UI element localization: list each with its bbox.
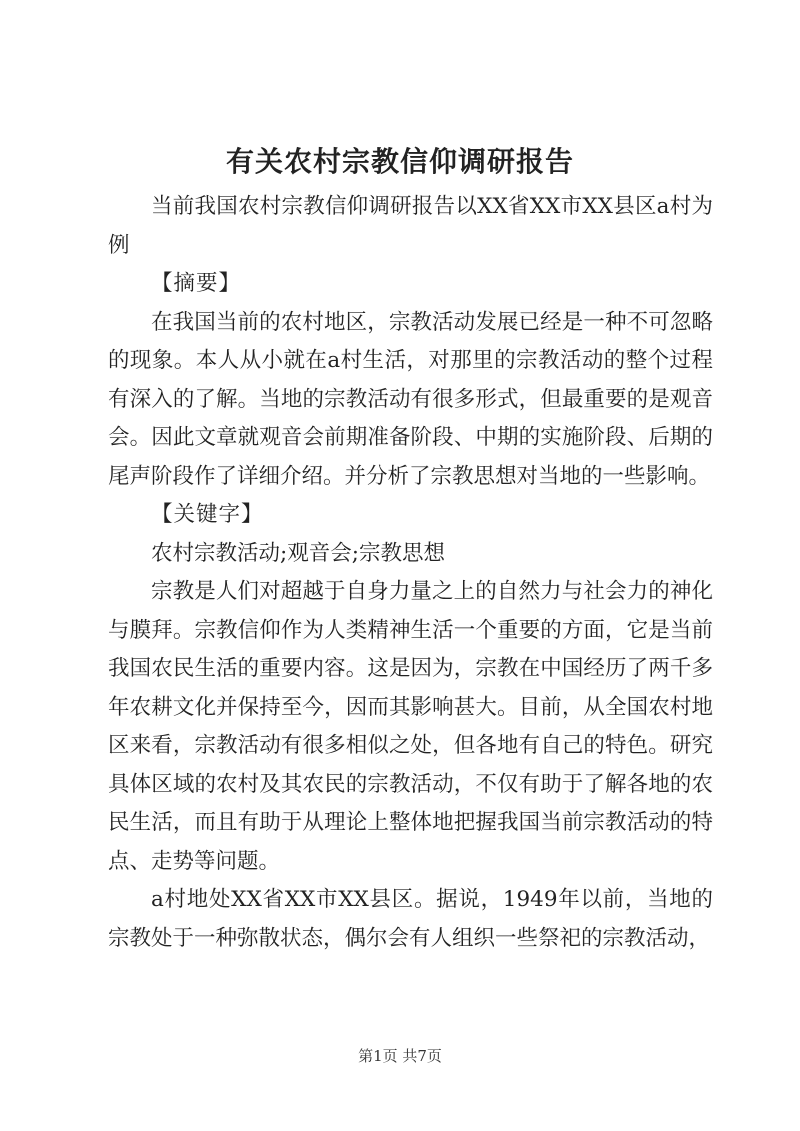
- body-paragraph-1: 宗教是人们对超越于自身力量之上的自然力与社会力的神化与膜拜。宗教信仰作为人类精神生活一个重要的方面，它是当前我国农民生活的重要内容。这是因为，宗教在中国经历了两千多年农耕文化并保持至今，因而其影响甚大。目前，从全国农村地区来看，宗教活动有很多相似之处，但各地有自己的特色。研究具体区域的农村及其农民的宗教活动，不仅有助于了解各地的农民生活，而且有助于从理论上整体地把握我国当前宗教活动的特点、走势等问题。: [108, 579, 713, 874]
- subtitle-paragraph: 当前我国农村宗教信仰调研报告以XX省XX市XX县区a村为例: [108, 194, 713, 258]
- document-body: [108, 188, 713, 958]
- page-footer: 第1页 共7页: [358, 1047, 442, 1065]
- keywords-paragraph: 农村宗教活动;观音会;宗教思想: [151, 540, 445, 566]
- page-title: 有关农村宗教信仰调研报告: [225, 145, 574, 178]
- keywords-heading: 【关键字】: [151, 502, 264, 527]
- abstract-heading: 【摘要】: [151, 271, 242, 296]
- abstract-paragraph: 在我国当前的农村地区，宗教活动发展已经是一种不可忽略的现象。本人从小就在a村生活，对那里的宗教活动的整个过程有深入的了解。当地的宗教活动有很多形式，但最重要的是观音会。因此文章就观音会前期准备阶段、中期的实施阶段、后期的尾声阶段作了详细介绍。并分析了宗教思想对当地的一些影响。: [108, 309, 713, 489]
- body-paragraph-2: a村地处XX省XX市XX县区。据说，1949年以前，当地的宗教处于一种弥散状态，偶尔会有人组织一些祭祀的宗教活动，: [108, 887, 713, 951]
